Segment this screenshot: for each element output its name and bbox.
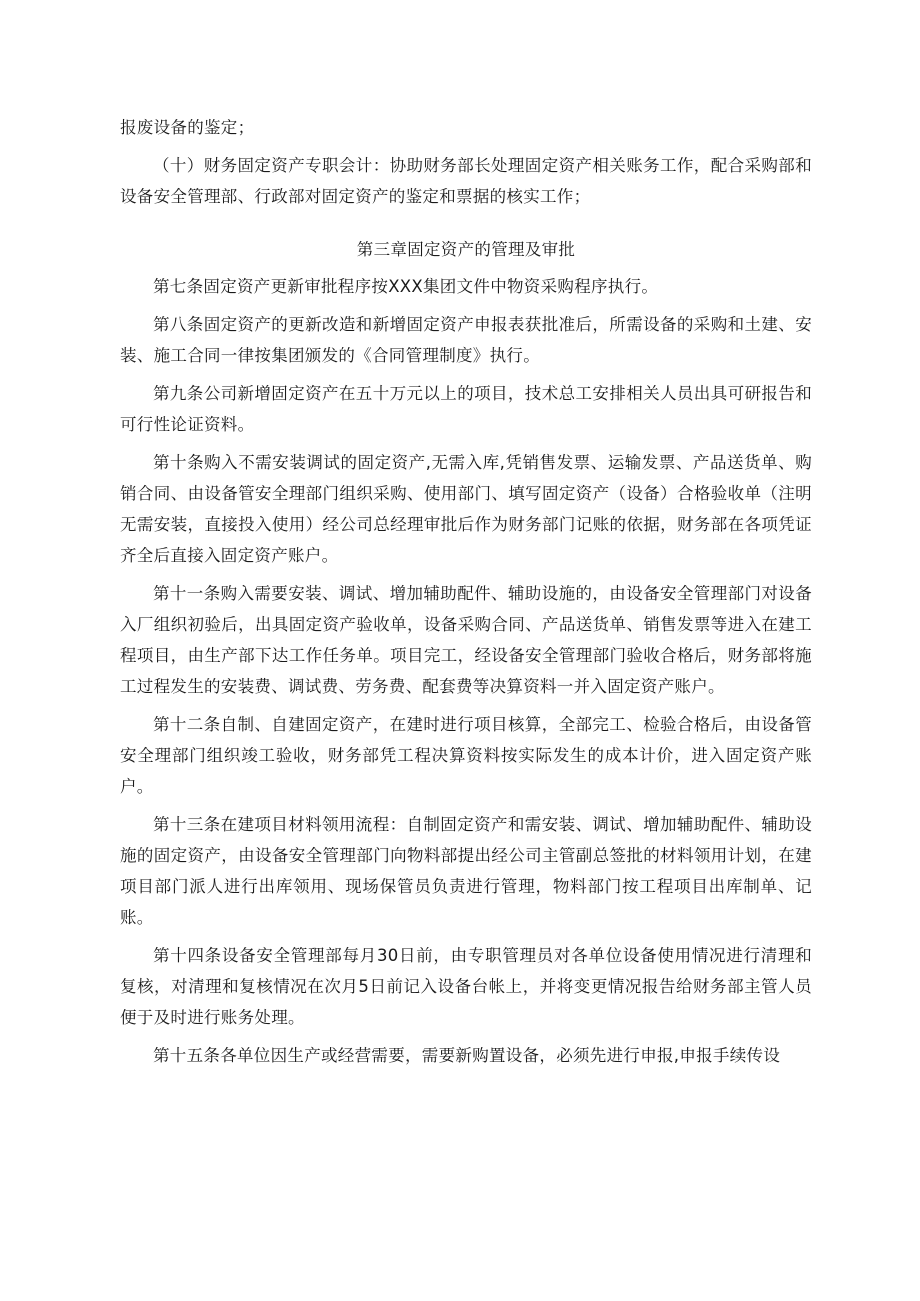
article-12: 第十二条自制、自建固定资产，在建时进行项目核算，全部完工、检验合格后，由设备管安全理部门组织竣工验收，财务部凭工程决算资料按实际发生的成本计价，进入固定资产账户。 [120,715,812,796]
paragraph-scrap-equipment-appraisal: 报废设备的鉴定； [120,118,255,137]
document-body [120,112,812,1078]
article-8: 第八条固定资产的更新改造和新增固定资产申报表获批准后，所需设备的采购和土建、安装、施工合同一律按集团颁发的《合同管理制度》执行。 [120,315,812,365]
article-13: 第十三条在建项目材料领用流程：自制固定资产和需安装、调试、增加辅助配件、辅助设施的固定资产，由设备安全管理部门向物料部提出经公司主管副总签批的材料领用计划，在建项目部门派人进行出库领用、现场保管员负责进行管理，物料部门按工程项目出库制单、记账。 [120,815,812,927]
article-7: 第七条固定资产更新审批程序按XXX集团文件中物资采购程序执行。 [153,277,659,296]
article-9: 第九条公司新增固定资产在五十万元以上的项目，技术总工安排相关人员出具可研报告和可行性论证资料。 [120,384,812,434]
paragraph-item-ten-fixed-asset-accountant: （十）财务固定资产专职会计：协助财务部长处理固定资产相关账务工作，配合采购部和设备安全管理部、行政部对固定资产的鉴定和票据的核实工作； [120,156,812,206]
article-14: 第十四条设备安全管理部每月30日前，由专职管理员对各单位设备使用情况进行清理和复核，对清理和复核情况在次月5日前记入设备台帐上，并将变更情况报告给财务部主管人员便于及时进行账务处理。 [120,946,812,1027]
article-15: 第十五条各单位因生产或经营需要，需要新购置设备，必须先进行申报,申报手续传设 [153,1046,781,1065]
chapter-heading: 第三章固定资产的管理及审批 [356,240,576,259]
article-10: 第十条购入不需安装调试的固定资产,无需入库,凭销售发票、运输发票、产品送货单、购销合同、由设备管安全理部门组织采购、使用部门、填写固定资产（设备）合格验收单（注明无需安装，直接投入使用）经公司总经理审批后作为财务部门记账的依据，财务部在各项凭证齐全后直接入固定资产账户。 [120,453,812,565]
article-11: 第十一条购入需要安装、调试、增加辅助配件、辅助设施的，由设备安全管理部门对设备入厂组织初验后，出具固定资产验收单，设备采购合同、产品送货单、销售发票等进入在建工程项目，由生产部下达工作任务单。项目完工，经设备安全管理部门验收合格后，财务部将施工过程发生的安装费、调试费、劳务费、配套费等决算资料一并入固定资产账户。 [120,584,812,696]
